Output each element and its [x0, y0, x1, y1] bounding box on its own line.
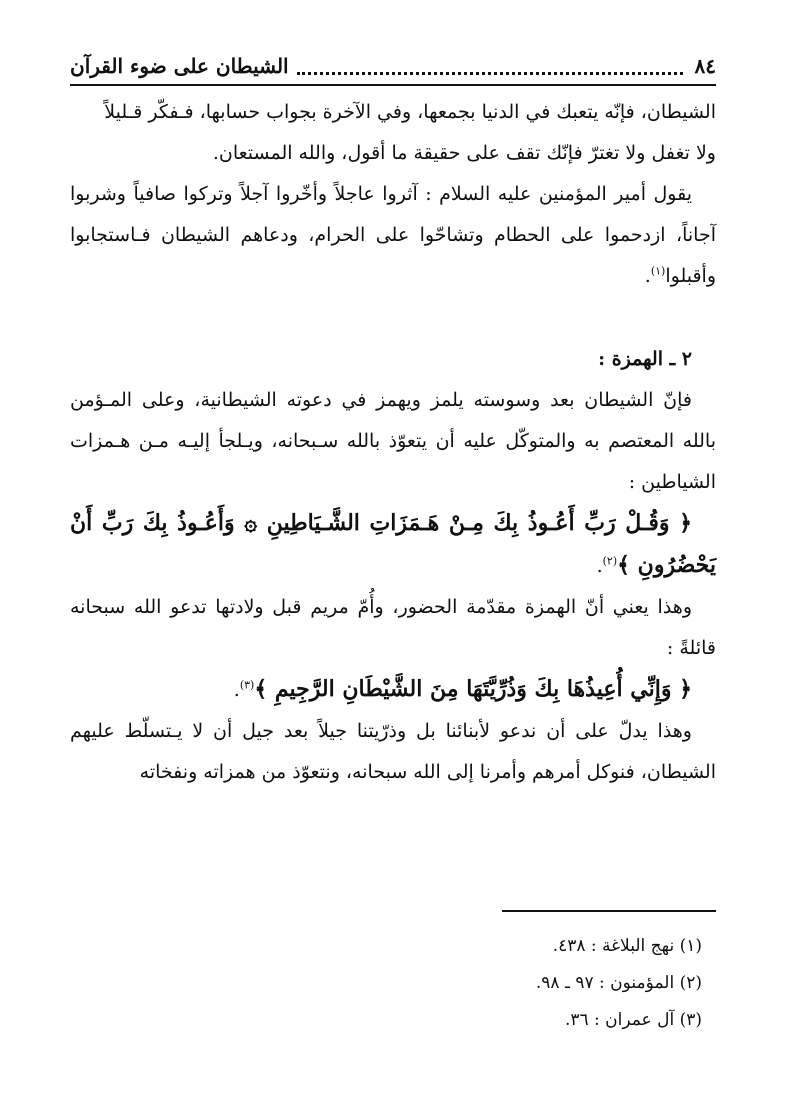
quran-verse-2-end: .: [233, 679, 240, 701]
footnote-3: (٣) آل عمران : ٣٦.: [564, 1010, 702, 1030]
paragraph-hamz: فإنّ الشيطان بعد وسوسته يلمز ويهمز في دعوته الشيطانية، وعلى المـؤمن بالله المعتصم به والمتوكّل عليه أن يتعوّذ بالله سـبحانه، ويـلجأ إليـه مـن هـمزات الشياطين :: [70, 389, 716, 493]
page-number: ٨٤: [694, 54, 716, 78]
footnote-1: (١) نهج البلاغة : ٤٣٨.: [552, 936, 702, 956]
header-dot-leader: [297, 72, 683, 75]
quran-verse-2: [70, 669, 716, 711]
page-header: [70, 44, 716, 86]
quran-verse-2-text: ﴿ وَإِنِّي أُعِيذُهَا بِكَ وَذُرِّيَّتَهَا مِنَ الشَّيْطَانِ الرَّجِيمِ ﴾: [254, 676, 692, 702]
paragraph-maryam: وهذا يعني أنّ الهمزة مقدّمة الحضور، وأُمّ مريم قبل ولادتها تدعو الله سبحانه قائلةً :: [70, 596, 716, 659]
section-heading: ٢ ـ الهمزة :: [598, 348, 692, 370]
paragraph-quote: [70, 174, 716, 297]
footnote-divider: [502, 910, 716, 912]
footnotes: [70, 928, 716, 1039]
paragraph-quote-end: .: [644, 265, 651, 287]
running-title: الشيطان على ضوء القرآن: [70, 54, 289, 78]
paragraph-continuation-line-2: ولا تغفل ولا تغترّ فإنّك تقف على حقيقة ما أقول، والله المستعان.: [212, 142, 716, 164]
quran-verse-1: [70, 503, 716, 587]
main-text: [70, 92, 716, 793]
paragraph-continuation-line-1: الشيطان، فإنّه يتعبك في الدنيا بجمعها، وفي الآخرة بجواب حسابها، فـفكّر قـليلاً: [104, 101, 716, 123]
footnote-ref-1: (١): [650, 264, 666, 278]
paragraph-quote-text: يقول أمير المؤمنين عليه السلام : آثروا عاجلاً وأخّروا آجلاً وتركوا صافياً وشربوا آجاناً، ازدحموا على الحطام وتشاحّوا على الحرام، ودعاهم الشيطان فـاستجابوا وأقبلوا: [70, 183, 716, 287]
footnote-ref-2: (٢): [602, 554, 618, 568]
footnote-ref-3: (٣): [239, 678, 255, 692]
quran-verse-1-text: ﴿ وَقُـلْ رَبِّ أَعُـوذُ بِكَ مِـنْ هَـمَزَاتِ الشَّـيَاطِينِ ۞ وَأَعُـوذُ بِكَ رَبِّ أَنْ يَحْضُرُونِ ﴾: [70, 510, 716, 578]
paragraph-descendants: وهذا يدلّ على أن ندعو لأبنائنا بل وذرّيتنا جيلاً بعد جيل أن لا يـتسلّط عليهم الشيطان، فنوكل أمرهم وأمرنا إلى الله سبحانه، ونتعوّذ من همزاته ونفخاته: [70, 720, 716, 783]
footnote-2: (٢) المؤمنون : ٩٧ ـ ٩٨.: [535, 973, 702, 993]
quran-verse-1-end: .: [596, 555, 603, 577]
